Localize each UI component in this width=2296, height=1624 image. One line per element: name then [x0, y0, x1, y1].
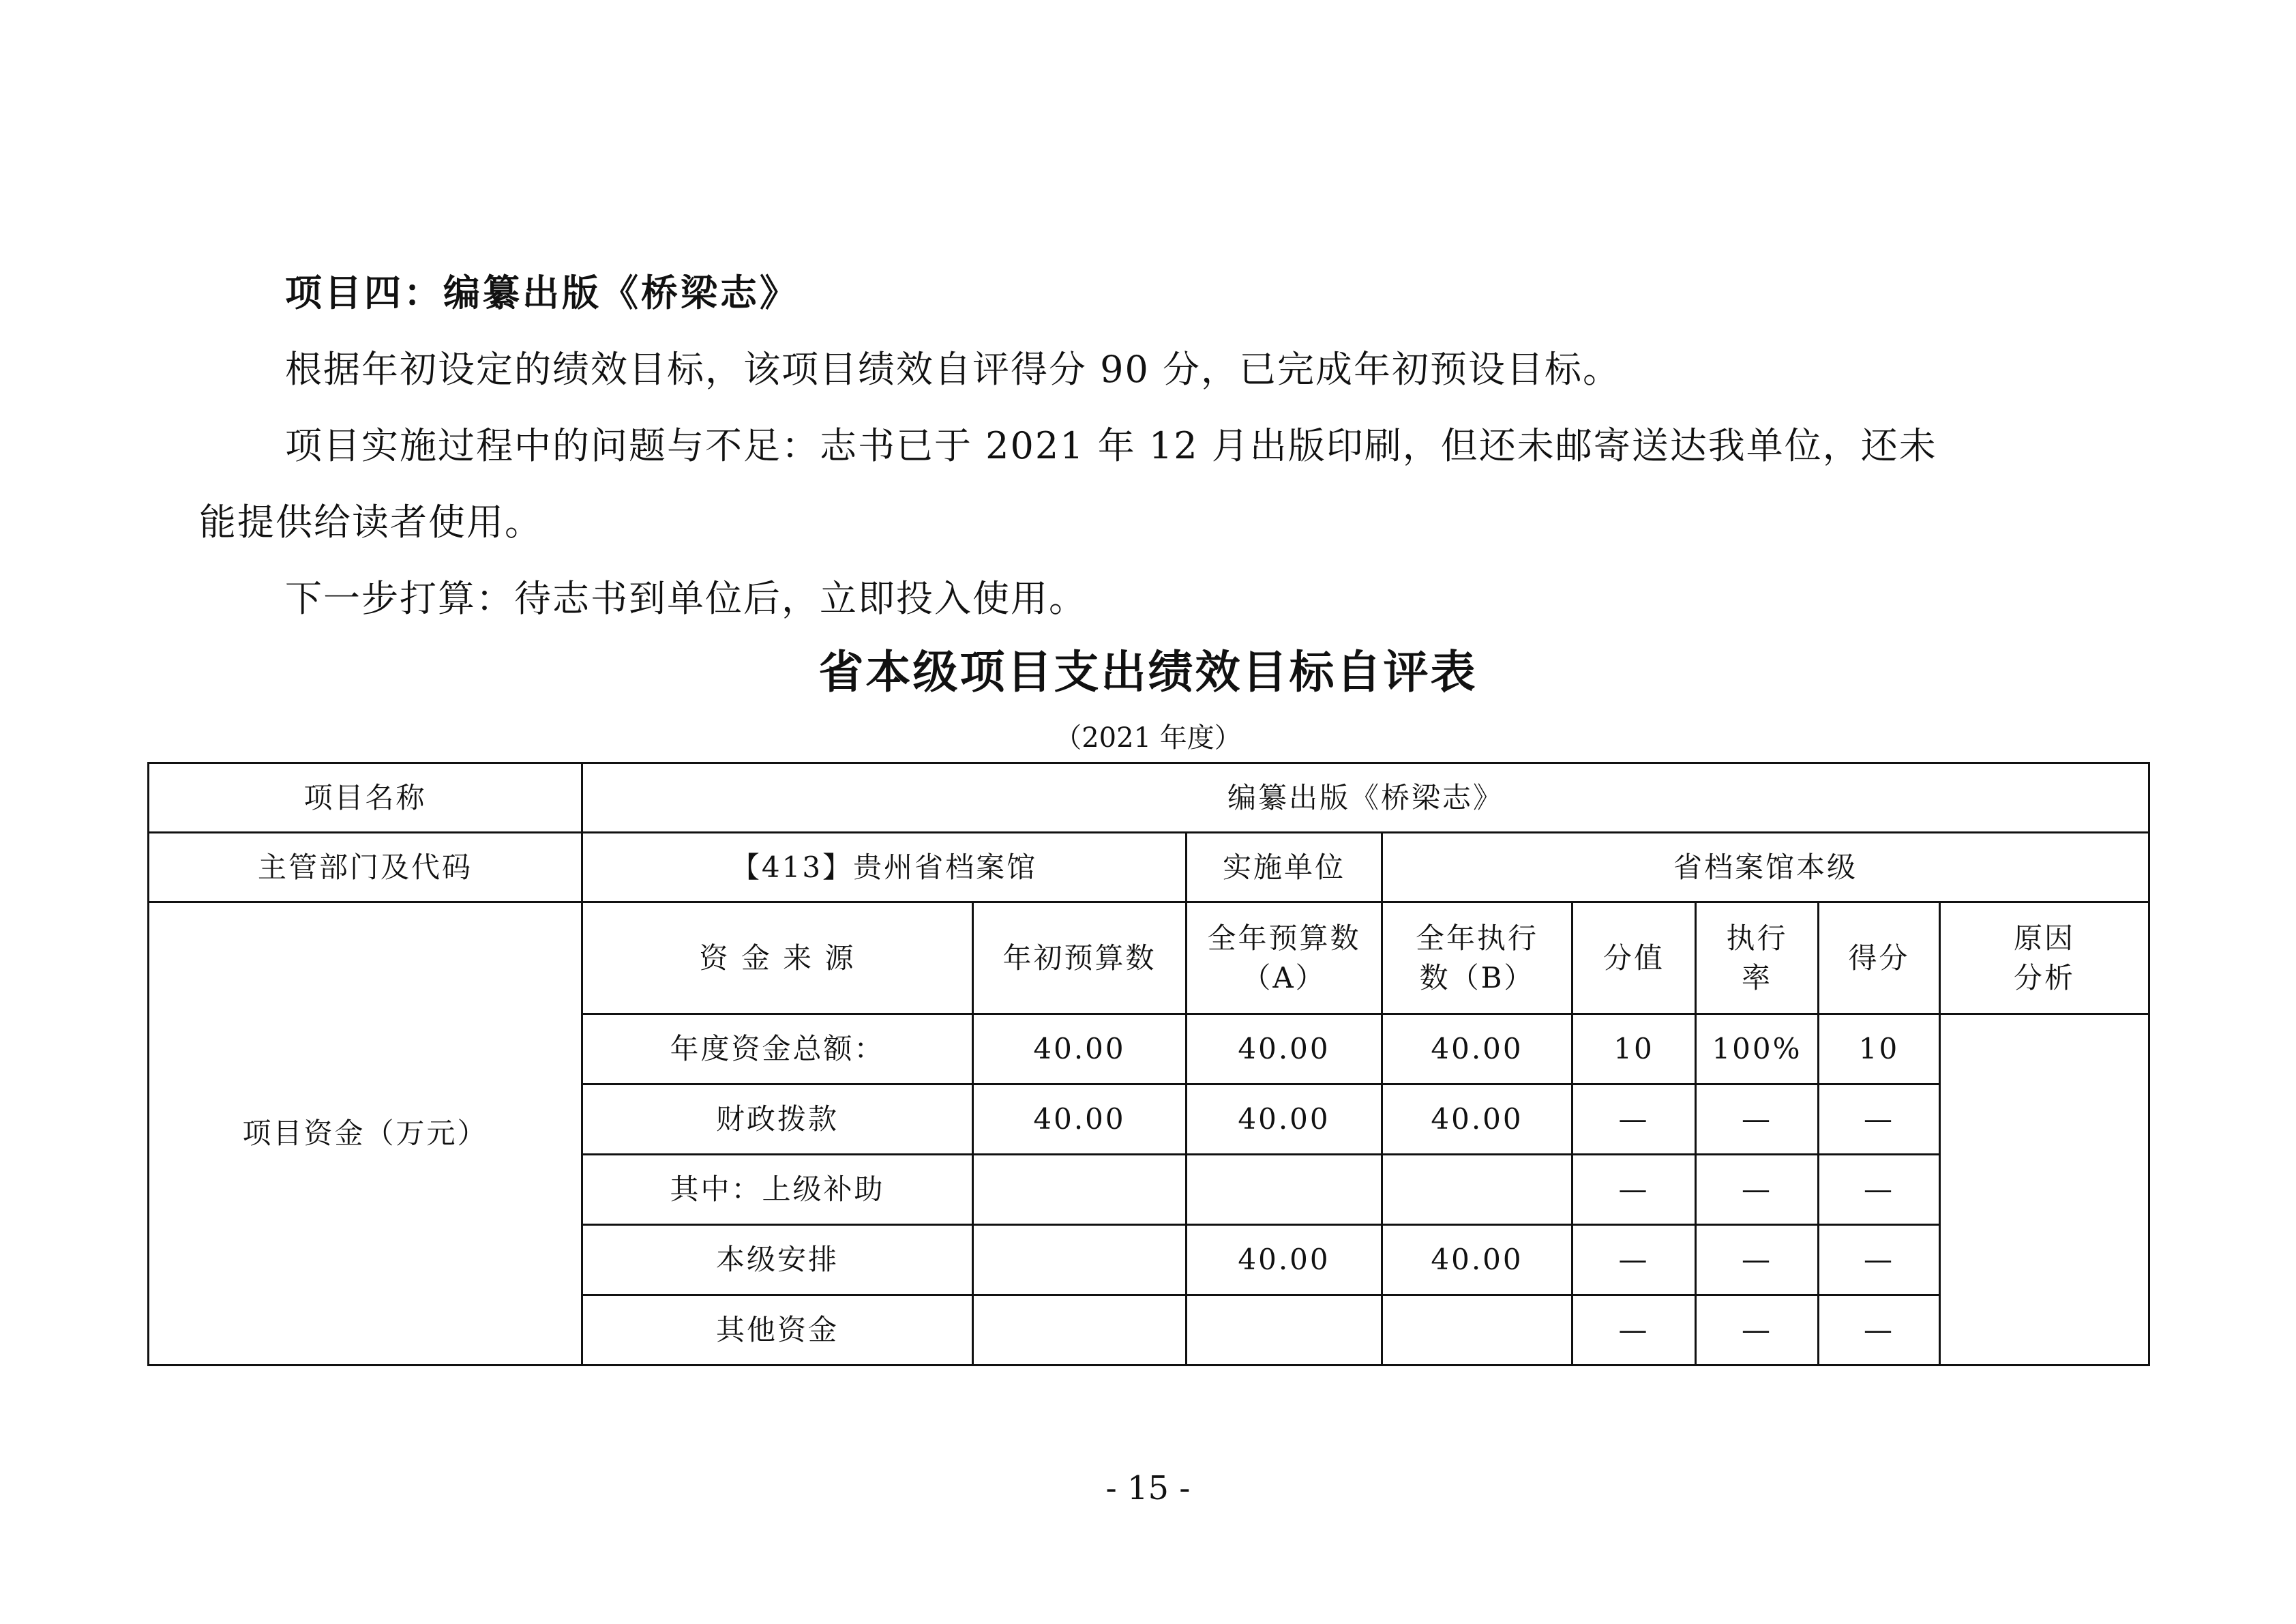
row-rate: — — [1696, 1225, 1819, 1295]
row-value: — — [1572, 1295, 1696, 1365]
funds-label: 项目资金（万元） — [149, 902, 582, 1365]
row-annual: 40.00 — [1187, 1225, 1382, 1295]
impl-unit-value: 省档案馆本级 — [1382, 833, 2149, 902]
table-title: 省本级项目支出绩效目标自评表 — [818, 646, 1478, 698]
row-value: — — [1572, 1225, 1696, 1295]
reason-cell — [1940, 1014, 2149, 1365]
row-executed: 40.00 — [1382, 1084, 1572, 1155]
header-annual-budget: 全年预算数 （A） — [1187, 902, 1382, 1014]
row-value: — — [1572, 1084, 1696, 1155]
evaluation-table — [147, 762, 2150, 1366]
row-executed — [1382, 1155, 1572, 1225]
row-score: — — [1819, 1155, 1940, 1225]
row-rate: — — [1696, 1295, 1819, 1365]
row-score: — — [1819, 1225, 1940, 1295]
row-rate: — — [1696, 1084, 1819, 1155]
header-source: 资 金 来 源 — [582, 902, 973, 1014]
row-source: 财政拨款 — [582, 1084, 973, 1155]
row-annual — [1187, 1155, 1382, 1225]
row-score: — — [1819, 1084, 1940, 1155]
header-score-value: 分值 — [1572, 902, 1696, 1014]
dept-label: 主管部门及代码 — [149, 833, 582, 902]
project-name-value: 编纂出版《桥梁志》 — [582, 763, 2149, 833]
header-exec-rate: 执行 率 — [1696, 902, 1819, 1014]
paragraph-issues-line1: 项目实施过程中的问题与不足：志书已于 2021 年 12 月出版印刷，但还未邮寄送达我单位，还未 — [285, 424, 1937, 467]
section-heading: 项目四：编纂出版《桥梁志》 — [285, 271, 799, 314]
row-rate: — — [1696, 1155, 1819, 1225]
row-source: 其中：上级补助 — [582, 1155, 973, 1225]
row-source: 本级安排 — [582, 1225, 973, 1295]
header-initial-budget: 年初预算数 — [973, 902, 1187, 1014]
header-reason: 原因 分析 — [1940, 902, 2149, 1014]
row-annual — [1187, 1295, 1382, 1365]
row-score: — — [1819, 1295, 1940, 1365]
row-initial — [973, 1225, 1187, 1295]
row-annual: 40.00 — [1187, 1014, 1382, 1084]
row-initial: 40.00 — [973, 1084, 1187, 1155]
header-executed: 全年执行 数（B） — [1382, 902, 1572, 1014]
row-annual: 40.00 — [1187, 1084, 1382, 1155]
project-name-row — [149, 763, 2149, 833]
row-executed: 40.00 — [1382, 1014, 1572, 1084]
row-rate: 100% — [1696, 1014, 1819, 1084]
table-subtitle: （2021 年度） — [1054, 722, 1242, 754]
page-number: - 15 - — [1105, 1469, 1191, 1507]
paragraph-next-steps: 下一步打算：待志书到单位后，立即投入使用。 — [285, 577, 1087, 620]
row-value: 10 — [1572, 1014, 1696, 1084]
row-score: 10 — [1819, 1014, 1940, 1084]
row-executed: 40.00 — [1382, 1225, 1572, 1295]
paragraph-score: 根据年初设定的绩效目标，该项目绩效自评得分 90 分，已完成年初预设目标。 — [285, 348, 1622, 391]
row-initial — [973, 1155, 1187, 1225]
row-initial: 40.00 — [973, 1014, 1187, 1084]
row-source: 其他资金 — [582, 1295, 973, 1365]
impl-unit-label: 实施单位 — [1187, 833, 1382, 902]
department-row — [149, 833, 2149, 902]
header-score: 得分 — [1819, 902, 1940, 1014]
row-initial — [973, 1295, 1187, 1365]
project-name-label: 项目名称 — [149, 763, 582, 833]
row-executed — [1382, 1295, 1572, 1365]
paragraph-issues-line2: 能提供给读者使用。 — [199, 501, 543, 544]
row-source: 年度资金总额： — [582, 1014, 973, 1084]
header-row — [149, 902, 2149, 1014]
row-value: — — [1572, 1155, 1696, 1225]
dept-value: 【413】贵州省档案馆 — [582, 833, 1187, 902]
